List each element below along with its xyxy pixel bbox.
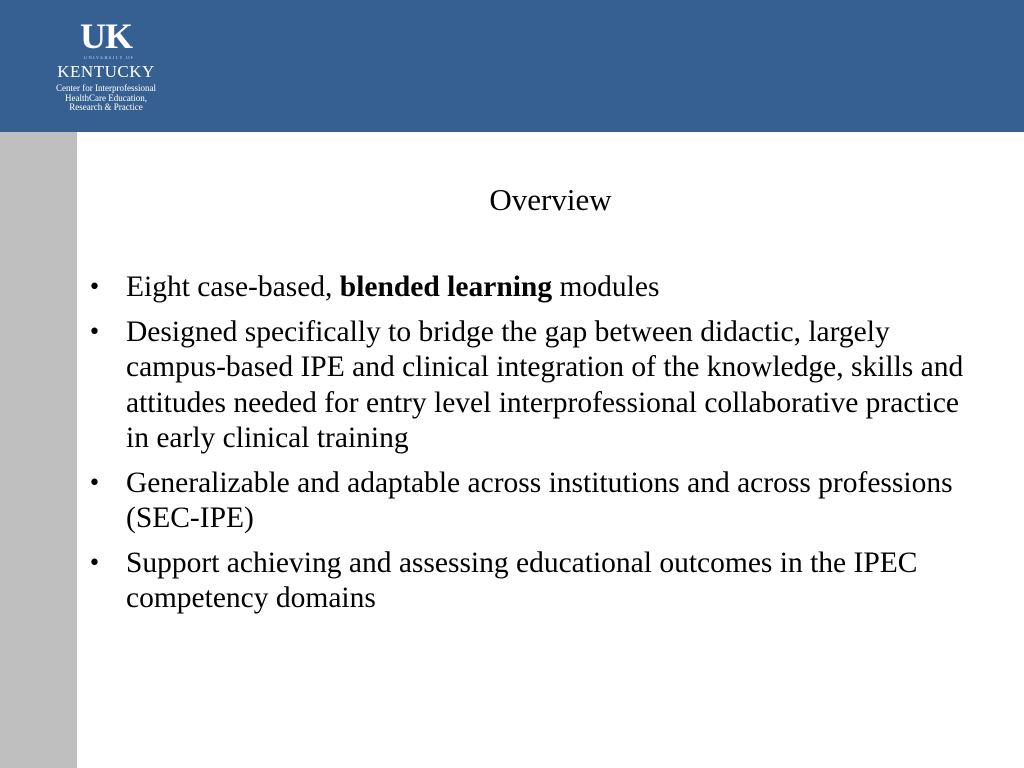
bullet-text: modules xyxy=(552,271,660,303)
bullet-item xyxy=(88,466,988,537)
logo-mark: UK xyxy=(80,16,132,56)
uk-logo xyxy=(46,16,172,118)
bullet-list xyxy=(88,270,988,626)
bullet-item xyxy=(88,270,988,306)
bullet-item xyxy=(88,546,988,617)
bullet-icon: • xyxy=(88,275,101,300)
bullet-bold-text: blended learning xyxy=(339,271,553,303)
logo-subtitle-line: HealthCare Education, xyxy=(65,92,147,103)
logo-subtitle-line: Research & Practice xyxy=(69,102,143,112)
logo-subtitle xyxy=(40,84,172,113)
logo-top-line: UNIVERSITY OF xyxy=(83,56,135,61)
bullet-text: Eight case-based, xyxy=(126,271,340,303)
bullet-icon: • xyxy=(88,319,101,345)
bullet-text: Support achieving and assessing educational outcomes in the IPEC competency domains xyxy=(126,546,918,614)
slide-title: Overview xyxy=(489,182,612,217)
logo-name: KENTUCKY xyxy=(57,62,155,81)
bullet-icon: • xyxy=(88,550,101,576)
bullet-item xyxy=(88,315,988,457)
bullet-text: Designed specifically to bridge the gap between didactic, largely campus-based IPE and clinical integration of the knowledge, skills and attitudes needed for entry level interprofessional collaborative practice in early clinical training xyxy=(126,315,964,454)
logo-subtitle-line: Center for Interprofessional xyxy=(56,83,156,93)
bullet-text: Generalizable and adaptable across institutions and across professions (SEC-IPE) xyxy=(126,466,953,534)
left-accent-bar xyxy=(0,132,77,768)
bullet-icon: • xyxy=(88,470,101,496)
